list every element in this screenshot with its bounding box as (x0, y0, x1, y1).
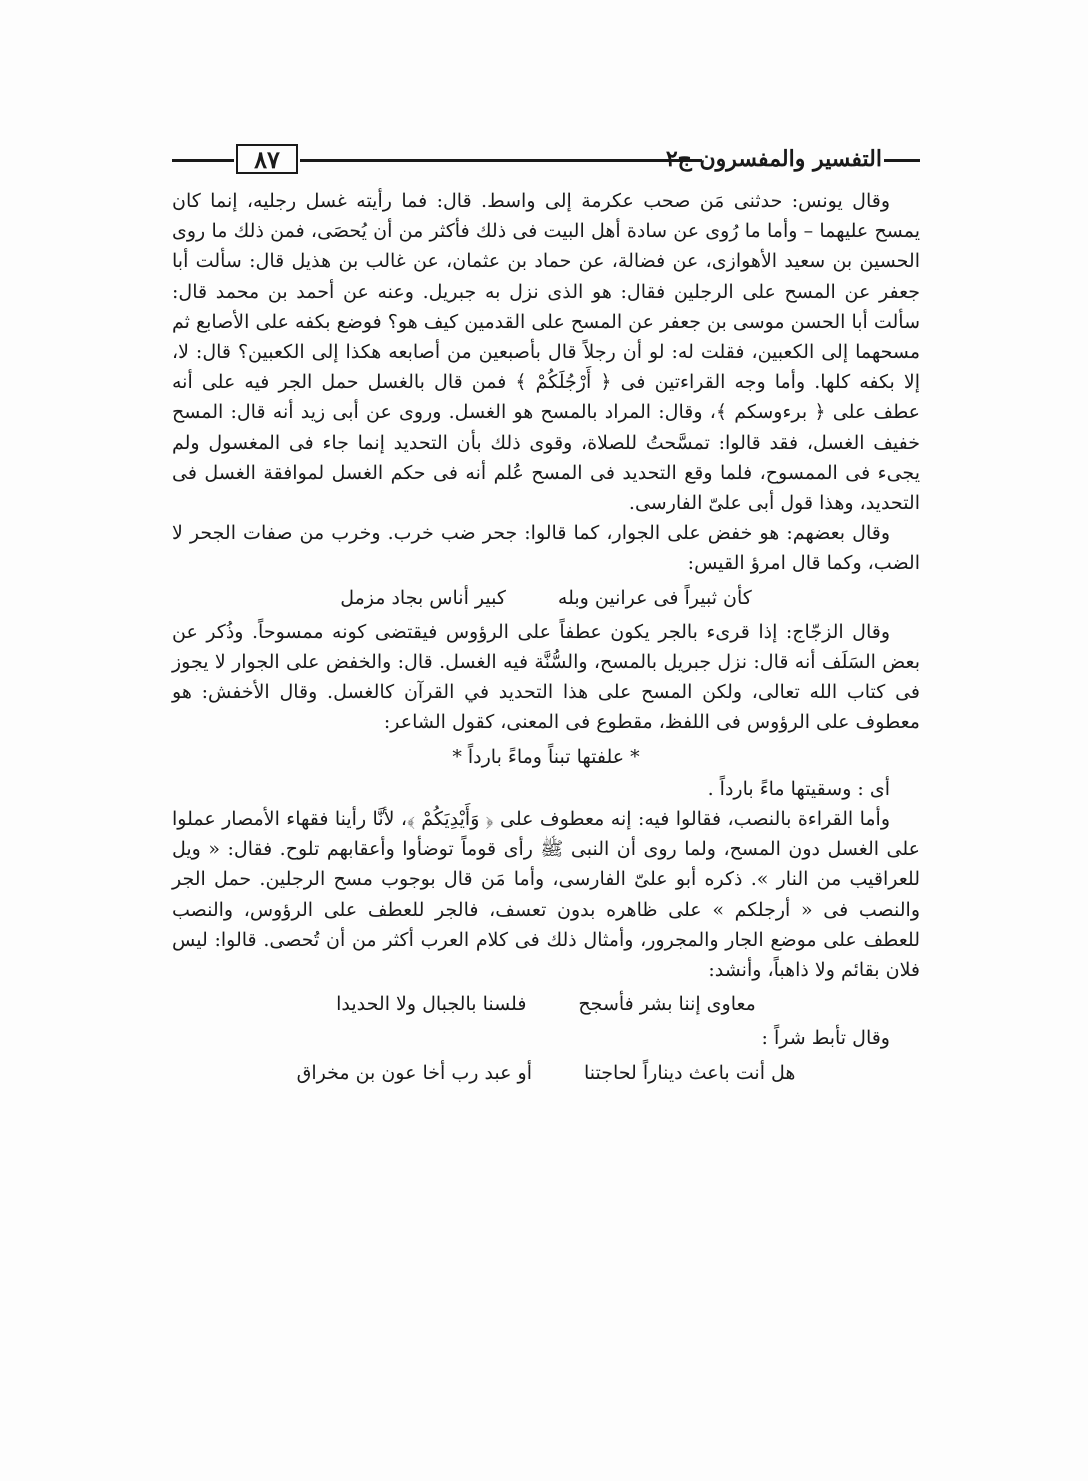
verse-second-hemistich: أو عبد رب أخا عون بن مخراق (296, 1061, 532, 1084)
paragraph-1: وقال يونس: حدثنى مَن صحب عكرمة إلى واسط. قال: فما رأيته غسل رجليه، إنما كان يمسح عليهما – وأما ما رُوى عن سادة أهل البيت فى ذلك فأكثر من أن يُحصَى، فمن ذلك ما روى الحسين بن سعيد الأهوازى، عن فضالة، عن حماد بن عثمان، عن غالب بن هذيل قال: سألت أبا جعفر عن المسح على الرجلين فقال: هو الذى نزل به جبريل. وعنه عن أحمد بن محمد قال: سألت أبا الحسن موسى بن جعفر عن المسح على القدمين كيف هو؟ فوضع بكفه على الأصابع ثم مسحهما إلى الكعبين، فقلت له: لو أن رجلاً قال بأصبعين من أصابعه هكذا إلى الكعبين؟ قال: لا، إلا بكفه كلها. وأما وجه القراءتين فى ﴿ أَرْجُلَكُمْ ﴾ فمن قال بالغسل حمل الجر فيه على أنه عطف على ﴿ برءوسكم ﴾، وقال: المراد بالمسح هو الغسل. وروى عن أبى زيد أنه قال: المسح خفيف الغسل، فقد قالوا: تمسَّحتُ للصلاة، وقوى ذلك بأن التحديد إنما جاء فى المغسول ولم يجىء فى الممسوح، فلما وقع التحديد فى المسح عُلم أنه فى حكم الغسل لموافقة الغسل فى التحديد، وهذا قول أبى علىّ الفارسى. (172, 190, 920, 515)
verse-muawiya (172, 989, 920, 1019)
verse-first-hemistich: معاوى إننا بشر فأسجح (578, 993, 756, 1016)
paragraph-4: وأما القراءة بالنصب، فقالوا فيه: إنه معطوف على ﴿ وَأَيْدِيَكُمْ ﴾، لأنَّا رأينا فقهاء الأمصار عملوا على الغسل دون المسح، ولما روى أن النبى ﷺ رأى قوماً توضأوا وأعقابهم تلوح. فقال: « ويل للعراقيب من النار ». ذكره أبو علىّ الفارسى، وأما مَن قال بوجوب مسح الرجلين. حمل الجر والنصب فى « أرجلكم » على ظاهره بدون تعسف، فالجر للعطف على الرؤوس، والنصب للعطف على موضع الجار والمجرور، وأمثال ذلك فى كلام العرب أكثر من أن تُحصى. قالوا: ليس فلان بقائم ولا ذاهباً، وأنشد: (172, 808, 920, 982)
page-body (172, 186, 920, 1092)
header-rule-right (884, 159, 920, 162)
running-title: التفسير والمفسرون ج٢ (665, 146, 882, 172)
verse-second-hemistich: كبير أناس بجاد مزمل (340, 586, 506, 609)
verse-first-hemistich: هل أنت باعث ديناراً لحاجتنا (584, 1061, 796, 1084)
header-rule-left (172, 159, 234, 162)
page-number: ٨٧ (236, 144, 298, 174)
paragraph-3: وقال الزجّاج: إذا قرىء بالجر يكون عطفاً على الرؤوس فيقتضى كونه ممسوحاً. وذُكر عن بعض السَلَف أنه قال: نزل جبريل بالمسح، والسُّنَّة فيه الغسل. قال: والخفض على الجوار لا يجوز فى كتاب الله تعالى، ولكن المسح على هذا التحديد في القرآن كالغسل. وقال الأخفش: هو معطوف على الرؤوس فى اللفظ، مقطوع فى المعنى، كقول الشاعر: (172, 620, 920, 734)
explanation-line: أى : وسقيتها ماءً بارداً . (707, 777, 890, 800)
verse-imru-al-qais (172, 583, 920, 613)
page-header (172, 142, 920, 176)
verse-second-hemistich: فلسنا بالجبال ولا الحديدا (336, 993, 527, 1016)
verse-taabbata-sharran (172, 1058, 920, 1088)
verse-quote: * علفتها تبناً وماءً بارداً * (452, 745, 640, 768)
header-rule-middle (300, 159, 702, 162)
paragraph-2: وقال بعضهم: هو خفض على الجوار، كما قالوا: جحر ضب خرب. وخرب من صفات الجحر لا الضب، وكما قال امرؤ القيس: (172, 522, 920, 575)
poet-intro-line: وقال تأبط شراً : (761, 1027, 890, 1050)
verse-first-hemistich: كأن ثبيراً فى عرانين وبله (557, 586, 752, 609)
